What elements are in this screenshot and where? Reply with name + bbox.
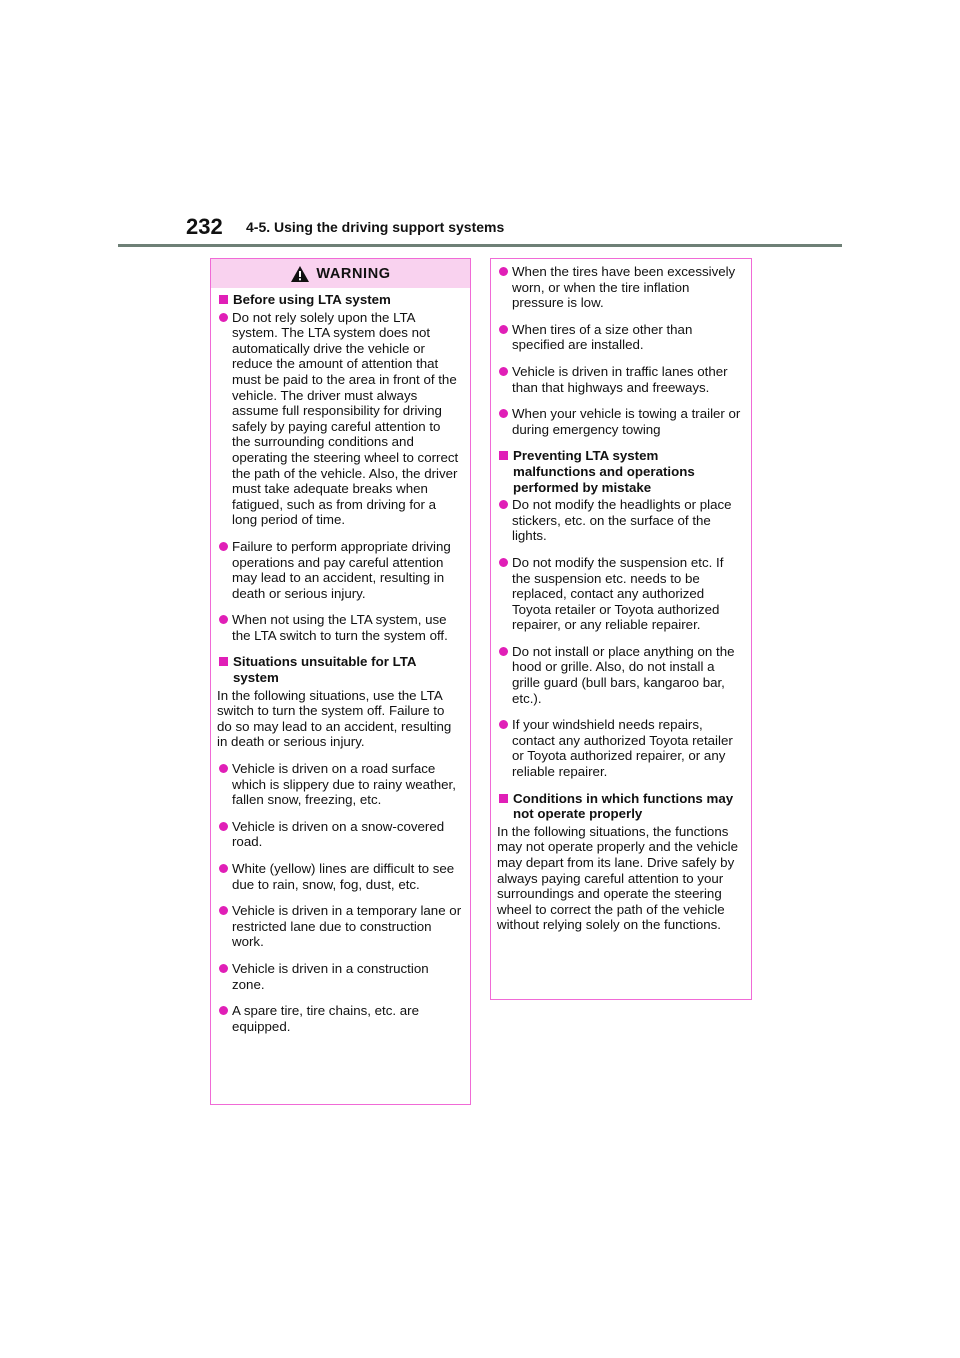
list-item: When not using the LTA system, use the LTA switch to turn the system off. xyxy=(217,612,462,643)
square-bullet-icon xyxy=(219,295,228,304)
round-bullet-icon xyxy=(219,864,228,873)
heading-before-using: Before using LTA system xyxy=(217,292,462,308)
list-item: Do not modify the headlights or place stickers, etc. on the surface of the lights. xyxy=(497,497,743,544)
round-bullet-icon xyxy=(499,409,508,418)
list-item: Vehicle is driven on a road surface which is slippery due to rainy weather, fallen snow, freezing, etc. xyxy=(217,761,462,808)
round-bullet-icon xyxy=(499,367,508,376)
page-header xyxy=(0,0,960,250)
paragraph: In the following situations, use the LTA switch to turn the system off. Failure to do so may lead to an accident, resulting in death or serious injury. xyxy=(217,687,452,750)
list-item: Do not modify the suspension etc. If the suspension etc. needs to be replaced, contact any authorized Toyota retailer or Toyota authorized repairer, or any reliable repairer. xyxy=(497,555,743,633)
round-bullet-icon xyxy=(219,1006,228,1015)
list-item: White (yellow) lines are difficult to see due to rain, snow, fog, dust, etc. xyxy=(217,861,462,892)
paragraph: In the following situations, the functions may not operate properly and the vehicle may depart from its lane. Drive safely by always paying careful attention to your surroundings and operate the steering wheel to correct the path of the vehicle without relying solely on the functions. xyxy=(497,823,738,933)
round-bullet-icon xyxy=(219,542,228,551)
list-item: Do not install or place anything on the hood or grille. Also, do not install a grille guard (bull bars, kangaroo bar, etc.). xyxy=(497,644,743,706)
list-item: Do not rely solely upon the LTA system. The LTA system does not automatically drive the vehicle or reduce the amount of attention that must be paid to the area in front of the vehicle. The driver must always assume full responsibility for driving safely by paying careful attention to the surrounding conditions and operating the steering wheel to correct the path of the vehicle. Also, the driver must take adequate breaks when fatigued, such as from driving for a long period of time. xyxy=(217,310,462,528)
heading-conditions-not-operate: Conditions in which functions may not operate properly xyxy=(497,791,743,822)
warning-header xyxy=(211,259,470,288)
round-bullet-icon xyxy=(499,720,508,729)
round-bullet-icon xyxy=(499,500,508,509)
list-item: Vehicle is driven on a snow-covered road. xyxy=(217,819,462,850)
list-item: Failure to perform appropriate driving operations and pay careful attention may lead to an accident, resulting in death or serious injury. xyxy=(217,539,462,601)
round-bullet-icon xyxy=(499,647,508,656)
list-item: Vehicle is driven in a construction zone. xyxy=(217,961,462,992)
warning-box-right xyxy=(490,258,752,1000)
list-item: When the tires have been excessively worn, or when the tire inflation pressure is low. xyxy=(497,264,743,311)
header-divider xyxy=(118,244,842,247)
square-bullet-icon xyxy=(219,657,228,666)
list-item: Vehicle is driven in traffic lanes other than that highways and freeways. xyxy=(497,364,743,395)
heading-unsuitable-situations: Situations unsuitable for LTA system xyxy=(217,654,462,685)
list-item: When tires of a size other than specified are installed. xyxy=(497,322,743,353)
round-bullet-icon xyxy=(219,764,228,773)
warning-box-left xyxy=(210,258,471,1105)
warning-triangle-icon xyxy=(290,265,310,283)
list-item: Vehicle is driven in a temporary lane or restricted lane due to construction work. xyxy=(217,903,462,950)
round-bullet-icon xyxy=(219,906,228,915)
list-item: A spare tire, tire chains, etc. are equipped. xyxy=(217,1003,462,1034)
round-bullet-icon xyxy=(499,267,508,276)
section-title: 4-5. Using the driving support systems xyxy=(246,219,505,235)
list-item: When your vehicle is towing a trailer or during emergency towing xyxy=(497,406,743,437)
list-item: If your windshield needs repairs, contact any authorized Toyota retailer or Toyota authorized repairer, or any reliable repairer. xyxy=(497,717,743,779)
square-bullet-icon xyxy=(499,451,508,460)
round-bullet-icon xyxy=(219,615,228,624)
round-bullet-icon xyxy=(219,822,228,831)
round-bullet-icon xyxy=(499,558,508,567)
round-bullet-icon xyxy=(499,325,508,334)
round-bullet-icon xyxy=(219,964,228,973)
heading-preventing-malfunctions: Preventing LTA system malfunctions and operations performed by mistake xyxy=(497,448,743,495)
page-number: 232 xyxy=(186,214,223,239)
square-bullet-icon xyxy=(499,794,508,803)
round-bullet-icon xyxy=(219,313,228,322)
warning-label: WARNING xyxy=(316,265,391,282)
